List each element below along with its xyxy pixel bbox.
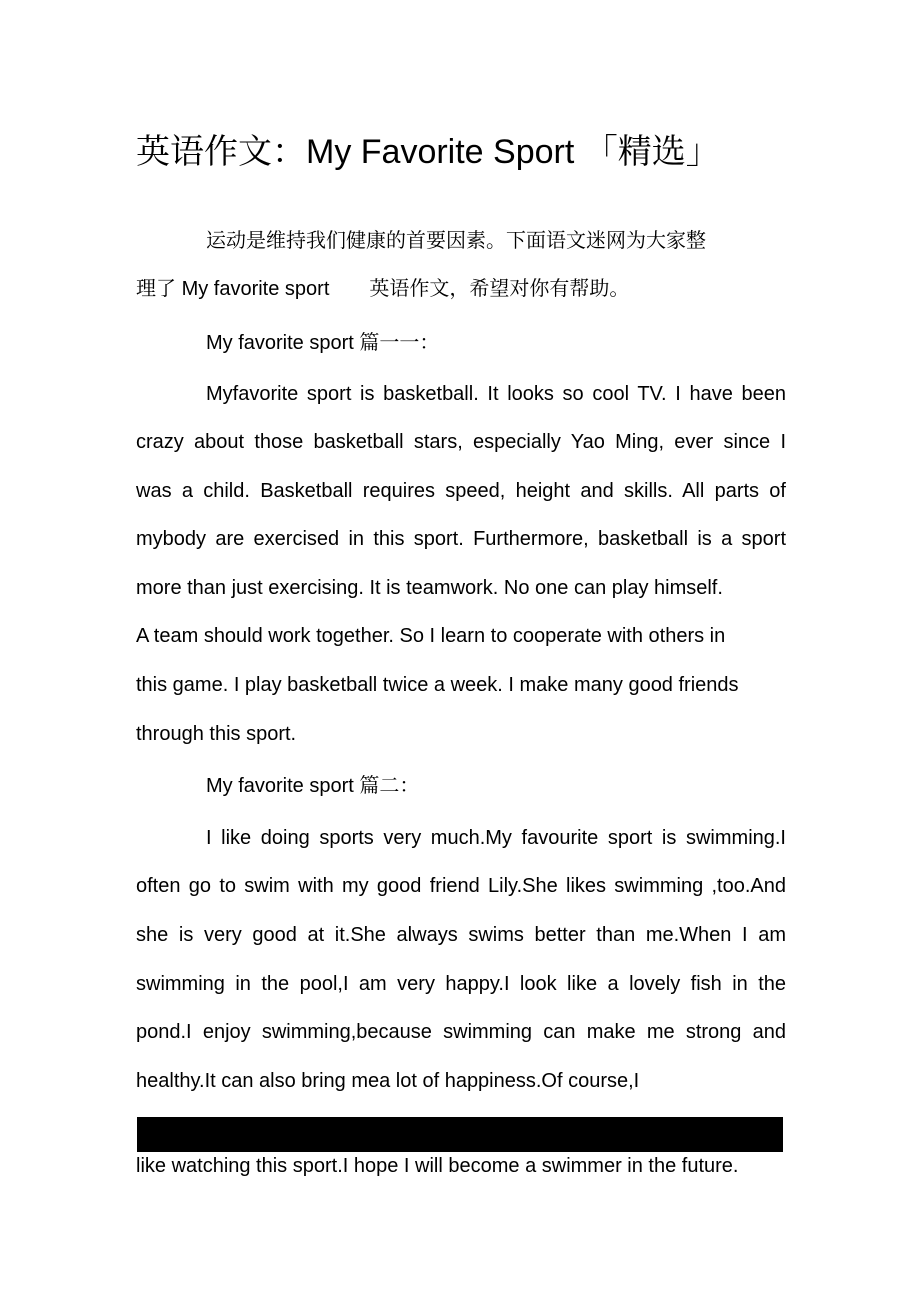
- section2-heading: [206, 771, 786, 800]
- section1-line: mybody are exercised in this sport. Furthermore, basketball is a sport: [136, 528, 786, 550]
- section2-final-line: like watching this sport.I hope I will become a swimmer in the future.: [136, 1155, 739, 1177]
- section1-line: A team should work together. So I learn to cooperate with others in: [136, 625, 726, 647]
- section1-line: more than just exercising. It is teamwork. No one can play himself.: [136, 577, 723, 599]
- section1-heading-en: My favorite sport: [206, 332, 354, 354]
- section2-line: she is very good at it.She always swims better than me.When I am: [136, 924, 786, 946]
- section2-line: healthy.It can also bring mea lot of happiness.Of course,I: [136, 1070, 640, 1092]
- section1-heading-zh: 篇一一：: [359, 330, 440, 354]
- section2-line: often go to swim with my good friend Lily.She likes swimming ,too.And: [136, 875, 786, 897]
- section2-line: pond.I enjoy swimming,because swimming can make me strong and: [136, 1021, 786, 1043]
- intro-line-2: [136, 274, 786, 303]
- section2-line: I like doing sports very much.My favourite sport is swimming.I: [206, 827, 786, 849]
- title-prefix: 英语作文：: [136, 132, 306, 172]
- redaction-bar: [137, 1117, 783, 1152]
- intro-line-2-a: 理了: [136, 276, 176, 300]
- section2-heading-zh: 篇二：: [359, 773, 420, 797]
- section1-line: crazy about those basketball stars, especially Yao Ming, ever since I: [136, 431, 786, 453]
- intro-line-2-b: My favorite sport: [181, 278, 330, 300]
- intro-line-2-c: 英语作文，希望对你有帮助。: [369, 276, 630, 300]
- section1-heading: [206, 328, 786, 357]
- intro-line-1: 运动是维持我们健康的首要因素。下面语文迷网为大家整: [206, 228, 706, 252]
- section1-line: through this sport.: [136, 723, 297, 745]
- title-main: My Favorite Sport: [306, 133, 575, 171]
- section2-line: swimming in the pool,I am very happy.I look like a lovely fish in the: [136, 973, 786, 995]
- title-suffix: 「精选」: [583, 132, 720, 172]
- page-title: [136, 128, 720, 176]
- section1-line: was a child. Basketball requires speed, height and skills. All parts of: [136, 480, 786, 502]
- section1-line: Myfavorite sport is basketball. It looks so cool TV. I have been: [206, 383, 786, 405]
- section2-heading-en: My favorite sport: [206, 775, 354, 797]
- section1-line: this game. I play basketball twice a week. I make many good friends: [136, 674, 739, 696]
